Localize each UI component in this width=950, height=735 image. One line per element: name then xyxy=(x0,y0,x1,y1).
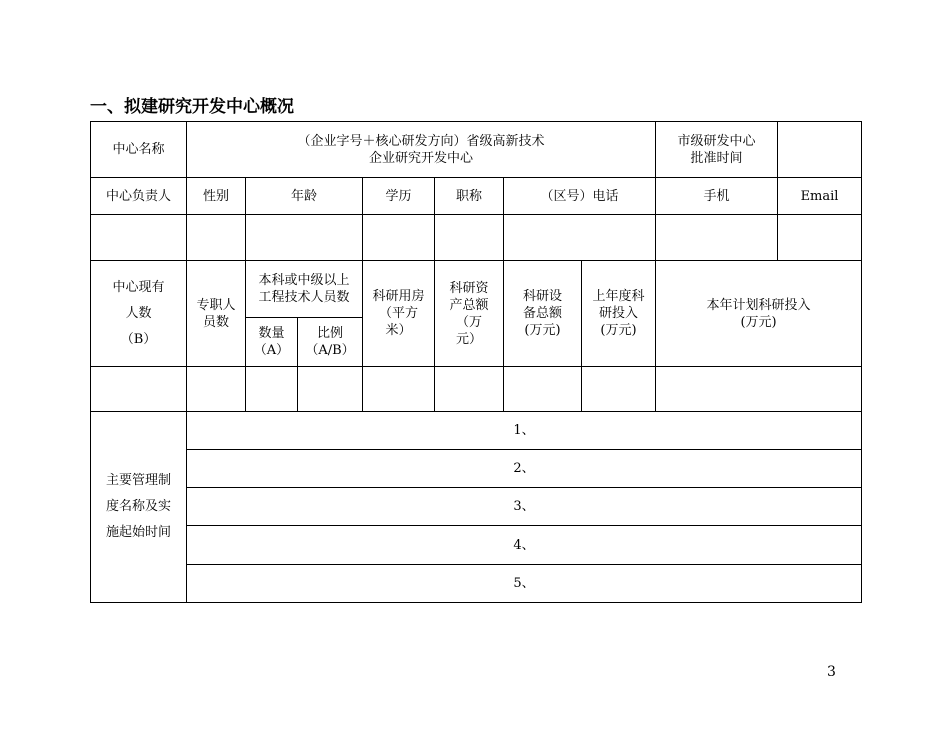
engineer-label xyxy=(246,261,363,318)
engineer-line1: 本科或中级以上 xyxy=(258,273,350,288)
last-year-investment-label xyxy=(582,261,656,367)
ratio-value[interactable] xyxy=(298,367,363,412)
center-name-line1: （企业字号＋核心研发方向）省级高新技术 xyxy=(297,133,545,149)
engineer-line2: 工程技术人员数 xyxy=(258,290,350,305)
leader-header-row xyxy=(91,178,862,215)
management-item-2[interactable]: 2、 xyxy=(187,450,862,488)
leader-value[interactable] xyxy=(91,215,187,261)
fulltime-value[interactable] xyxy=(187,367,246,412)
approval-time-value[interactable] xyxy=(778,122,862,178)
lastyear-line3: (万元) xyxy=(600,323,637,338)
fulltime-line1: 专职人 xyxy=(196,297,236,313)
current-staff-value[interactable] xyxy=(91,367,187,412)
staff-header-row-1 xyxy=(91,261,862,318)
management-row xyxy=(91,565,862,603)
email-label: Email xyxy=(778,178,862,215)
management-line3: 施起始时间 xyxy=(105,525,171,540)
leader-label: 中心负责人 xyxy=(91,178,187,215)
equipment-line3: (万元) xyxy=(524,323,561,338)
count-line2: （A） xyxy=(253,343,290,358)
phone-value[interactable] xyxy=(504,215,656,261)
ratio-line2: （A/B） xyxy=(305,343,355,358)
education-value[interactable] xyxy=(363,215,435,261)
plan-line1: 本年计划科研投入 xyxy=(706,297,811,313)
planned-investment-label xyxy=(656,261,862,367)
management-row xyxy=(91,526,862,565)
count-value[interactable] xyxy=(246,367,298,412)
plan-line2: (万元) xyxy=(740,314,777,330)
age-label: 年龄 xyxy=(246,178,363,215)
current-staff-line3: （B） xyxy=(120,331,157,347)
equipment-label xyxy=(504,261,582,367)
center-name-value[interactable] xyxy=(187,122,656,178)
management-item-3[interactable]: 3、 xyxy=(187,488,862,526)
gender-value[interactable] xyxy=(187,215,246,261)
lastyear-line1: 上年度科 xyxy=(592,289,645,304)
approval-line1: 市级研发中心 xyxy=(677,133,756,149)
lab-space-value[interactable] xyxy=(363,367,435,412)
management-label xyxy=(91,412,187,603)
last-year-investment-value[interactable] xyxy=(582,367,656,412)
mobile-label: 手机 xyxy=(656,178,778,215)
current-staff-label xyxy=(91,261,187,367)
approval-line2: 批准时间 xyxy=(690,150,743,166)
page-number: 3 xyxy=(827,664,836,680)
research-assets-value[interactable] xyxy=(435,367,504,412)
fulltime-label xyxy=(187,261,246,367)
assets-line3: （万 xyxy=(455,314,482,330)
ratio-label xyxy=(298,318,363,367)
title-label: 职称 xyxy=(435,178,504,215)
leader-data-row xyxy=(91,215,862,261)
research-assets-label xyxy=(435,261,504,367)
name-row xyxy=(91,122,862,178)
center-name-line2: 企业研究开发中心 xyxy=(369,150,474,166)
equipment-line2: 备总额 xyxy=(522,306,562,321)
email-value[interactable] xyxy=(778,215,862,261)
title-value[interactable] xyxy=(435,215,504,261)
management-item-5[interactable]: 5、 xyxy=(187,565,862,603)
assets-line2: 产总额 xyxy=(449,297,489,313)
management-row xyxy=(91,450,862,488)
center-name-label: 中心名称 xyxy=(91,122,187,178)
management-item-4[interactable]: 4、 xyxy=(187,526,862,565)
management-item-1[interactable]: 1、 xyxy=(187,412,862,450)
lab-space-label xyxy=(363,261,435,367)
education-label: 学历 xyxy=(363,178,435,215)
section-heading: 一、拟建研究开发中心概况 xyxy=(90,97,294,117)
center-overview-table xyxy=(90,121,862,603)
approval-time-label xyxy=(656,122,778,178)
mobile-value[interactable] xyxy=(656,215,778,261)
count-line1: 数量 xyxy=(258,326,285,341)
equipment-value[interactable] xyxy=(504,367,582,412)
count-label xyxy=(246,318,298,367)
fulltime-line2: 员数 xyxy=(202,314,229,330)
lab-space-line2: （平方 xyxy=(378,306,418,321)
ratio-line1: 比例 xyxy=(316,326,343,341)
management-line1: 主要管理制 xyxy=(105,473,171,488)
equipment-line1: 科研设 xyxy=(522,289,562,304)
lab-space-line3: 米） xyxy=(385,323,412,338)
assets-line4: 元） xyxy=(455,331,482,347)
management-line2: 度名称及实 xyxy=(105,499,171,514)
planned-investment-value[interactable] xyxy=(656,367,862,412)
staff-data-row xyxy=(91,367,862,412)
gender-label: 性别 xyxy=(187,178,246,215)
current-staff-line2: 人数 xyxy=(125,305,152,321)
lastyear-line2: 研投入 xyxy=(599,306,639,321)
management-row xyxy=(91,412,862,450)
current-staff-line1: 中心现有 xyxy=(112,279,165,295)
lab-space-line1: 科研用房 xyxy=(372,289,425,304)
phone-label: （区号）电话 xyxy=(504,178,656,215)
age-value[interactable] xyxy=(246,215,363,261)
assets-line1: 科研资 xyxy=(449,280,489,296)
management-row xyxy=(91,488,862,526)
